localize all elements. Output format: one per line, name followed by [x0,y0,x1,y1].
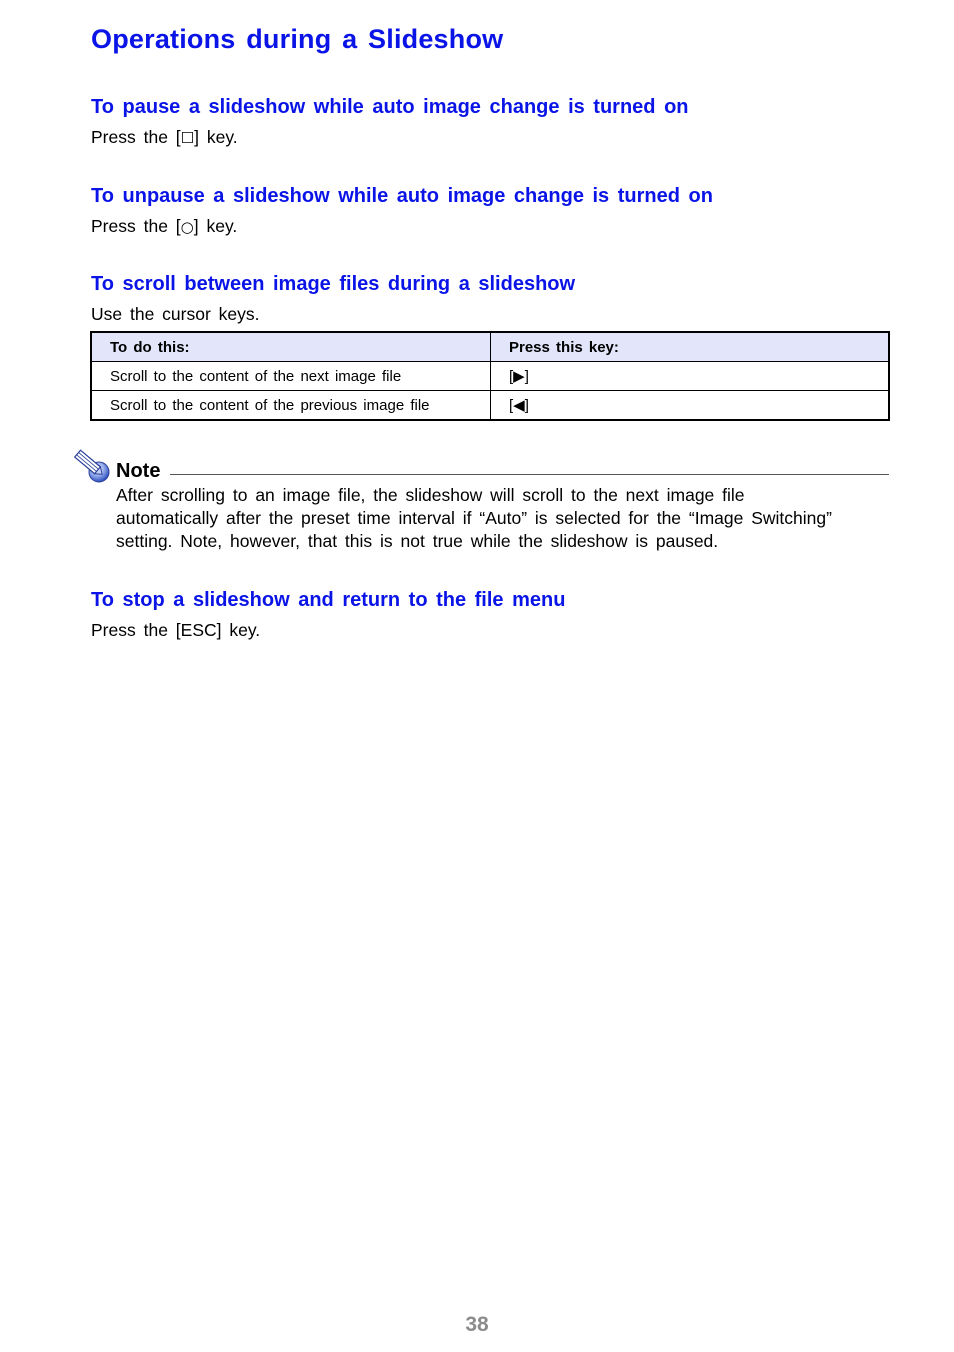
note-pencil-icon [72,447,112,485]
table-row [91,362,889,391]
table-cell-action: Scroll to the content of the previous image file [91,391,491,421]
note-line: automatically after the preset time interval if “Auto” is selected for the “Image Switching” [116,508,832,528]
pause-text-after: ] key. [194,127,238,147]
left-arrow-key-cell: [◀] [491,391,890,421]
unpause-text-before: Press the [ [91,216,181,236]
unpause-instruction [91,216,237,237]
heading-pause-slideshow: To pause a slideshow while auto image change is turned on [91,96,689,118]
heading-scroll-image-files: To scroll between image files during a slideshow [91,273,576,295]
circle-key-icon: ○ [180,218,194,236]
table-header-action: To do this: [91,332,491,362]
page-number: 38 [465,1313,489,1336]
pause-instruction [91,127,238,148]
square-key-icon: ☐ [180,129,195,147]
heading-stop-slideshow: To stop a slideshow and return to the file menu [91,589,566,611]
table-row [91,391,889,421]
table-header-key: Press this key: [491,332,890,362]
note-divider [170,474,889,475]
table-cell-action: Scroll to the content of the next image file [91,362,491,391]
right-arrow-key-cell: [▶] [491,362,890,391]
heading-unpause-slideshow: To unpause a slideshow while auto image change is turned on [91,185,713,207]
pause-text-before: Press the [ [91,127,181,147]
cursor-key-table [90,331,890,421]
note-line: After scrolling to an image file, the slideshow will scroll to the next image file [116,485,745,505]
unpause-text-after: ] key. [193,216,238,236]
note-label: Note [116,460,161,482]
note-line: setting. Note, however, that this is not true while the slideshow is paused. [116,531,719,551]
stop-instruction: Press the [ESC] key. [91,620,261,640]
page-title: Operations during a Slideshow [91,24,504,54]
table-header-row [91,332,889,362]
scroll-instruction: Use the cursor keys. [91,304,260,324]
note-text [116,484,876,553]
